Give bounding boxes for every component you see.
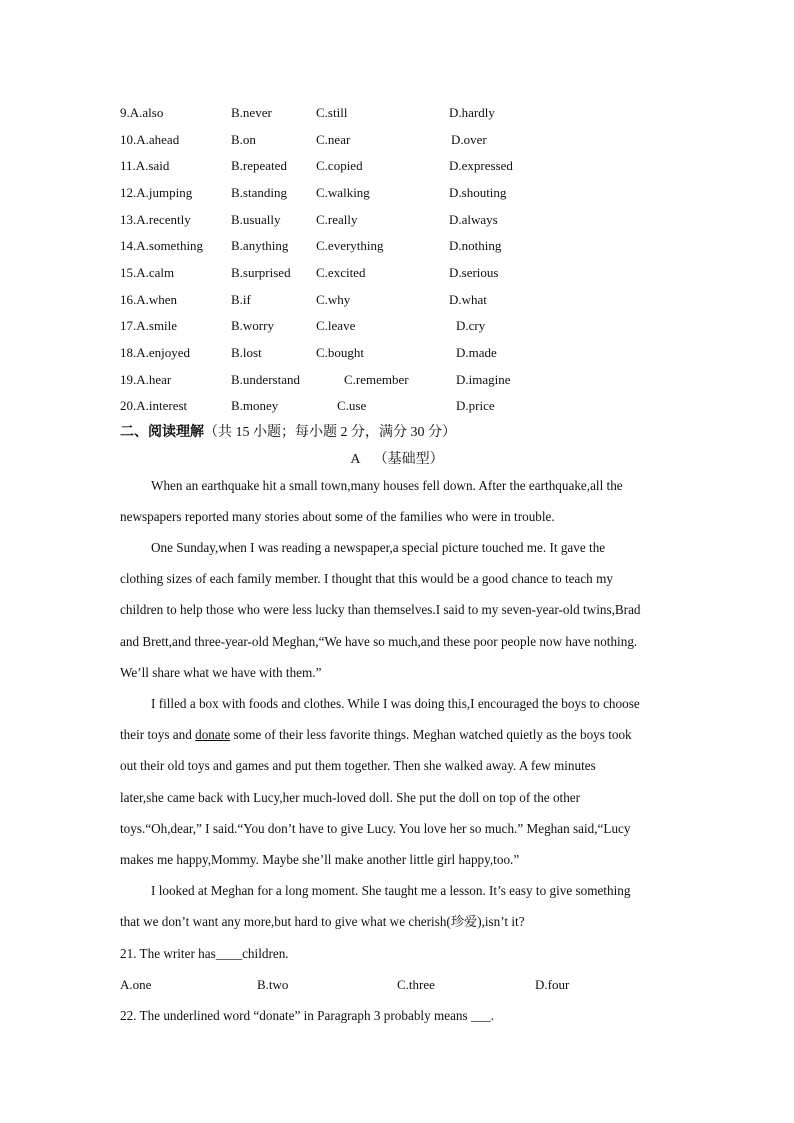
option-c: C.still: [316, 105, 348, 120]
option-d: D.serious: [449, 265, 499, 280]
option-a: 13.A.recently: [120, 212, 191, 227]
option-d: D.made: [456, 345, 497, 360]
option-a: 11.A.said: [120, 158, 170, 173]
option-b: B.usually: [231, 212, 281, 227]
option-a: A.one: [120, 977, 152, 992]
passage-line: children to help those who were less lucky than themselves.I said to my seven-year-old twins,Brad: [120, 602, 641, 617]
question-21: 21. The writer has____children.: [120, 946, 289, 961]
option-d: D.hardly: [449, 105, 495, 120]
option-a: 17.A.smile: [120, 318, 178, 333]
option-d: D.always: [449, 212, 498, 227]
passage-label: A （基础型）: [350, 452, 444, 467]
passage-line: out their old toys and games and put them together. Then she walked away. A few minutes: [120, 758, 596, 773]
passage-line: I looked at Meghan for a long moment. She taught me a lesson. It’s easy to give something: [151, 883, 631, 898]
option-row-16: [0, 290, 794, 310]
option-c: C.bought: [316, 345, 365, 360]
option-d: D.over: [451, 132, 487, 147]
option-d: D.four: [535, 977, 570, 992]
option-row-17: [0, 316, 794, 336]
section-note: （共 15 小题；每小题 2 分，满分 30 分）: [204, 425, 456, 440]
option-row-10: [0, 130, 794, 150]
option-c: C.excited: [316, 265, 366, 280]
option-a: 10.A.ahead: [120, 132, 180, 147]
passage-line: [120, 725, 680, 745]
option-c: C.near: [316, 132, 351, 147]
option-b: B.standing: [231, 185, 287, 200]
option-d: D.what: [449, 292, 487, 307]
underlined-word: donate: [195, 727, 231, 742]
option-a: 20.A.interest: [120, 398, 188, 413]
option-row-11: [0, 156, 794, 176]
passage-line: toys.“Oh,dear,” I said.“You don’t have to give Lucy. You love her so much.” Meghan said,“Lucy: [120, 821, 631, 836]
option-b: B.understand: [231, 372, 300, 387]
passage-line: When an earthquake hit a small town,many houses fell down. After the earthquake,all the: [151, 478, 623, 493]
option-row-14: [0, 236, 794, 256]
option-a: 15.A.calm: [120, 265, 175, 280]
option-b: B.two: [257, 977, 289, 992]
option-b: B.anything: [231, 238, 289, 253]
option-a: 16.A.when: [120, 292, 178, 307]
passage-line: I filled a box with foods and clothes. While I was doing this,I encouraged the boys to choose: [151, 696, 640, 711]
option-b: B.surprised: [231, 265, 291, 280]
option-row-18: [0, 343, 794, 363]
option-b: B.repeated: [231, 158, 287, 173]
option-row-12: [0, 183, 794, 203]
option-d: D.shouting: [449, 185, 507, 200]
option-b: B.money: [231, 398, 279, 413]
passage-line: and Brett,and three-year-old Meghan,“We have so much,and these poor people now have nothing.: [120, 634, 638, 649]
section-title: 二、阅读理解: [120, 425, 204, 440]
passage-line: One Sunday,when I was reading a newspaper,a special picture touched me. It gave the: [151, 540, 606, 555]
passage-line: We’ll share what we have with them.”: [120, 665, 322, 680]
option-c: C.leave: [316, 318, 356, 333]
option-a: 12.A.jumping: [120, 185, 193, 200]
option-c: C.use: [337, 398, 367, 413]
option-b: B.on: [231, 132, 256, 147]
option-b: B.lost: [231, 345, 262, 360]
passage-text: some of their less favorite things. Meghan watched quietly as the boys took: [230, 727, 632, 742]
passage-line: newspapers reported many stories about some of the families who were in trouble.: [120, 509, 555, 524]
option-c: C.remember: [344, 372, 409, 387]
passage-text: their toys and: [120, 727, 196, 742]
option-d: D.cry: [456, 318, 486, 333]
option-d: D.imagine: [456, 372, 511, 387]
option-c: C.walking: [316, 185, 370, 200]
option-b: B.never: [231, 105, 272, 120]
option-c: C.why: [316, 292, 351, 307]
option-c: C.copied: [316, 158, 363, 173]
option-a: 19.A.hear: [120, 372, 172, 387]
option-d: D.nothing: [449, 238, 502, 253]
question-22: 22. The underlined word “donate” in Paragraph 3 probably means ___.: [120, 1008, 495, 1023]
option-row-20: [0, 396, 794, 416]
option-c: C.really: [316, 212, 358, 227]
passage-line: that we don’t want any more,but hard to give what we cherish(珍爱),isn’t it?: [120, 914, 525, 929]
option-row-13: [0, 210, 794, 230]
option-c: C.everything: [316, 238, 384, 253]
option-a: 18.A.enjoyed: [120, 345, 191, 360]
option-b: B.if: [231, 292, 251, 307]
option-d: D.price: [456, 398, 495, 413]
passage-line: makes me happy,Mommy. Maybe she’ll make another little girl happy,too.”: [120, 852, 520, 867]
section-heading: [120, 423, 456, 443]
option-b: B.worry: [231, 318, 274, 333]
option-c: C.three: [397, 977, 435, 992]
passage-line: clothing sizes of each family member. I thought that this would be a good chance to teach my: [120, 571, 613, 586]
option-row-9: [0, 103, 794, 123]
option-d: D.expressed: [449, 158, 513, 173]
option-row-15: [0, 263, 794, 283]
option-a: 9.A.also: [120, 105, 164, 120]
passage-line: later,she came back with Lucy,her much-loved doll. She put the doll on top of the other: [120, 790, 581, 805]
option-a: 14.A.something: [120, 238, 204, 253]
option-row-19: [0, 370, 794, 390]
